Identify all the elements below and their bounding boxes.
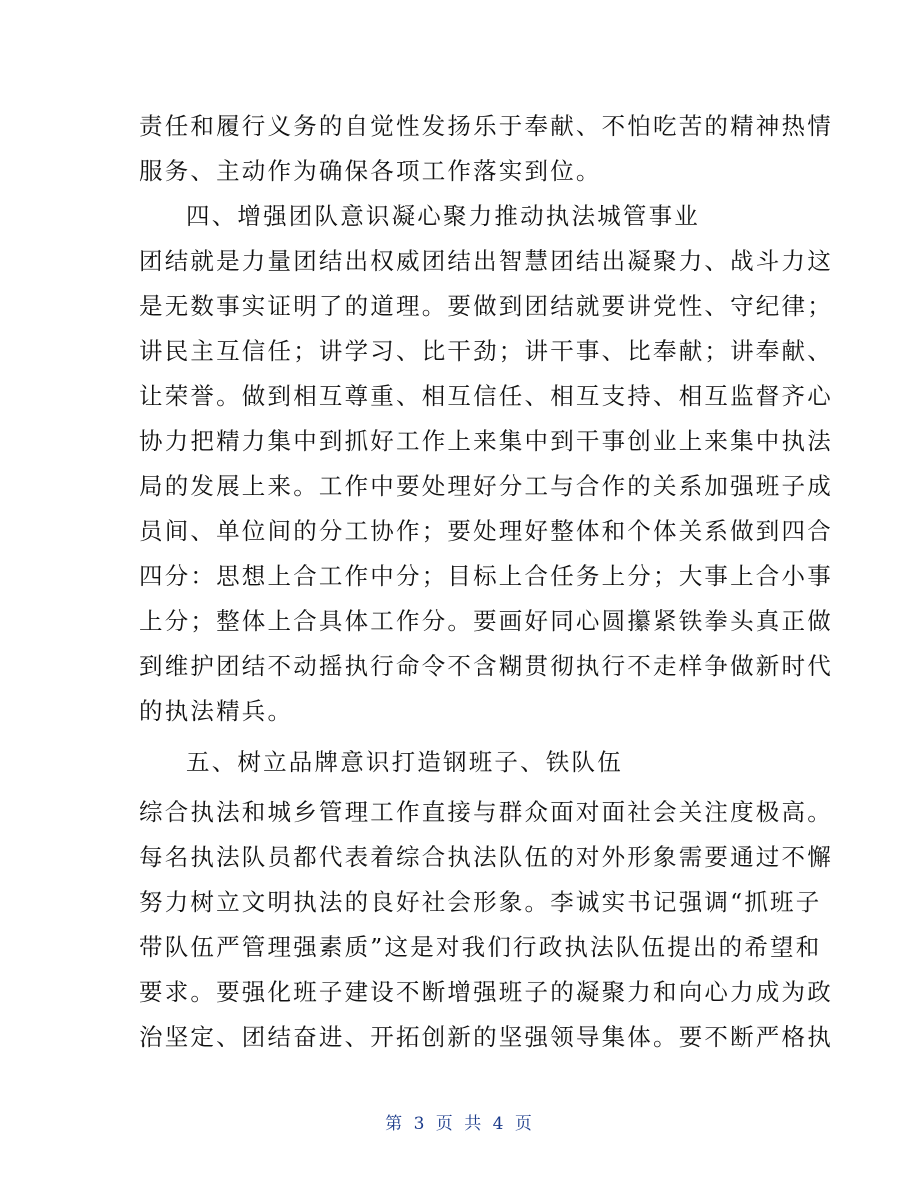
body-line: 要求。要强化班子建设不断增强班子的凝聚力和向心力成为政 bbox=[139, 978, 833, 1006]
body-line: 到维护团结不动摇执行命令不含糊贯彻执行不走样争做新时代 bbox=[139, 652, 833, 680]
body-line: 协力把精力集中到抓好工作上来集中到干事创业上来集中执法 bbox=[139, 427, 833, 455]
body-line: 责任和履行义务的自觉性发扬乐于奉献、不怕吃苦的精神热情 bbox=[139, 112, 833, 140]
body-line: 让荣誉。做到相互尊重、相互信任、相互支持、相互监督齐心 bbox=[139, 382, 833, 410]
body-line: 治坚定、团结奋进、开拓创新的坚强领导集体。要不断严格执 bbox=[139, 1023, 833, 1051]
body-line: 讲民主互信任；讲学习、比干劲；讲干事、比奉献；讲奉献、 bbox=[139, 337, 833, 365]
body-line: 四分：思想上合工作中分；目标上合任务上分；大事上合小事 bbox=[139, 562, 833, 590]
body-line: 团结就是力量团结出权威团结出智慧团结出凝聚力、战斗力这 bbox=[139, 247, 833, 275]
section-heading-5: 五、树立品牌意识打造钢班子、铁队伍 bbox=[186, 748, 623, 776]
body-line: 带队伍严管理强素质”这是对我们行政执法队伍提出的希望和 bbox=[139, 933, 822, 961]
body-line: 努力树立文明执法的良好社会形象。李诚实书记强调“抓班子 bbox=[139, 888, 822, 916]
page-footer: 第 3 页 共 4 页 bbox=[385, 1114, 535, 1134]
body-line: 上分；整体上合具体工作分。要画好同心圆攥紧铁拳头真正做 bbox=[139, 607, 833, 635]
body-line: 每名执法队员都代表着综合执法队伍的对外形象需要通过不懈 bbox=[139, 843, 833, 871]
body-line: 局的发展上来。工作中要处理好分工与合作的关系加强班子成 bbox=[139, 472, 833, 500]
body-line: 的执法精兵。 bbox=[139, 697, 294, 725]
body-line: 员间、单位间的分工协作；要处理好整体和个体关系做到四合 bbox=[139, 517, 833, 545]
body-line: 综合执法和城乡管理工作直接与群众面对面社会关注度极高。 bbox=[139, 798, 833, 826]
section-heading-4: 四、增强团队意识凝心聚力推动执法城管事业 bbox=[186, 202, 700, 230]
body-line: 服务、主动作为确保各项工作落实到位。 bbox=[139, 157, 602, 185]
body-line: 是无数事实证明了的道理。要做到团结就要讲党性、守纪律； bbox=[139, 292, 833, 320]
